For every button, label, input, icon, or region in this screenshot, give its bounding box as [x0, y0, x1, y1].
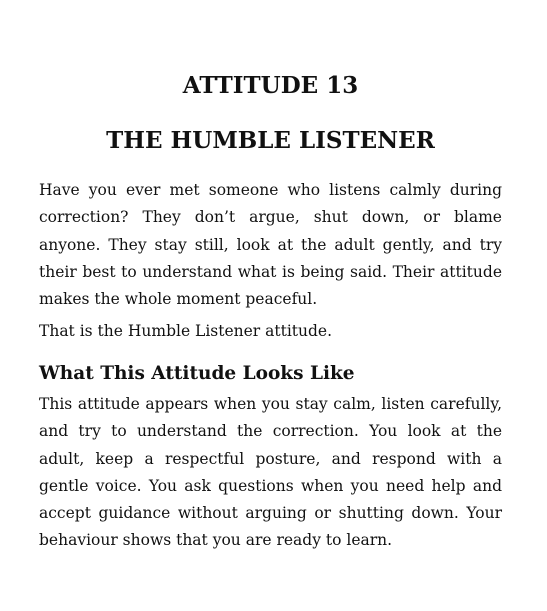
section-paragraph: This attitude appears when you stay calm, listen carefully, and try to understand the correction. You look at the adult, keep a respectful posture, and respond with a gentle voice. You ask questions when you need help and accept guidance without arguing or shutting down. Your behaviour shows that you are ready to learn.: [39, 395, 502, 550]
chapter-title: THE HUMBLE LISTENER: [106, 127, 435, 154]
section-heading: What This Attitude Looks Like: [39, 363, 355, 384]
intro-paragraph-2: That is the Humble Listener attitude.: [39, 322, 333, 340]
chapter-number: ATTITUDE 13: [182, 72, 359, 99]
intro-paragraph-1: Have you ever met someone who listens calmly during correction? They don’t argue, shut down, or blame anyone. They stay still, look at the adult gently, and try their best to understand what is being said. Their attitude makes the whole moment peaceful.: [39, 181, 502, 309]
